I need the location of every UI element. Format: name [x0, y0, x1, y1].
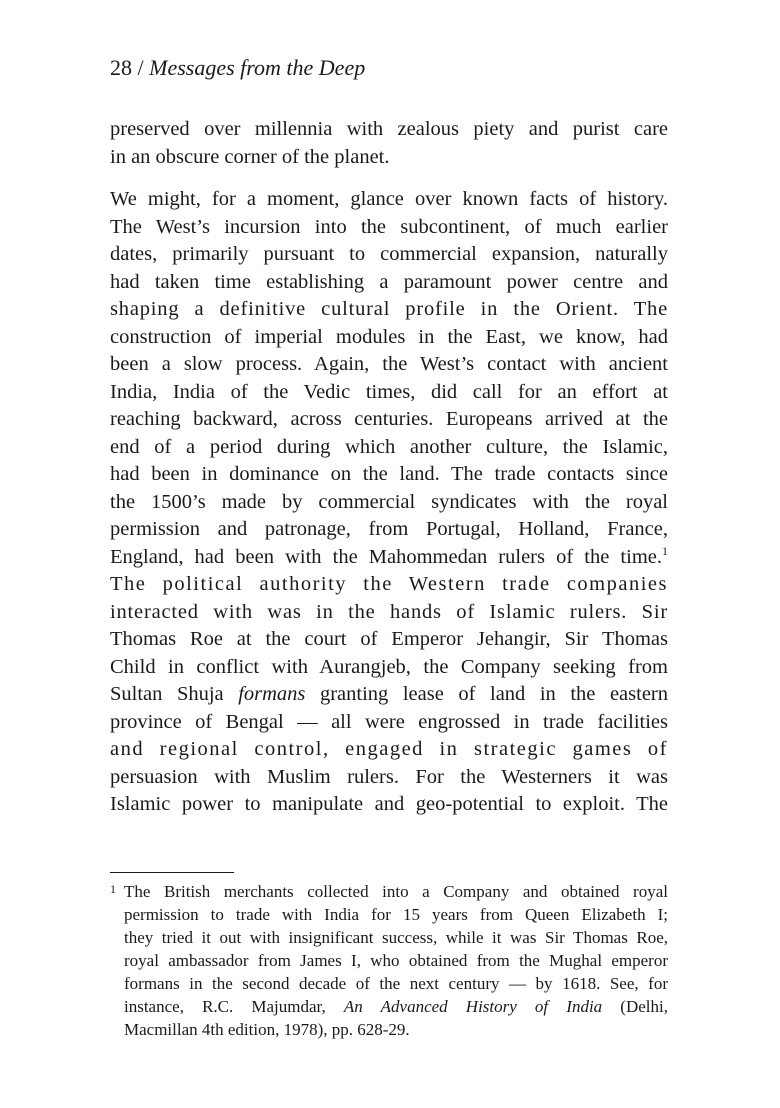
footnote-line: permission to trade with India for 15 years from Queen Elizabeth I; [124, 905, 668, 924]
text-line: permission and patronage, from Portugal, Holland, France, [110, 518, 668, 540]
text-line: and regional control, engaged in strategic games of [110, 738, 668, 760]
text-line: end of a period during which another culture, the Islamic, [110, 435, 668, 458]
text-line: India, India of the Vedic times, did call for an effort at [110, 380, 668, 403]
text-line-italic: Sultan Shuja formans granting lease of land in the eastern [110, 683, 668, 705]
text-line: interacted with was in the hands of Islamic rulers. Sir [110, 600, 668, 623]
text-line: in an obscure corner of the planet. [110, 145, 390, 168]
footnote-line: royal ambassador from James I, who obtained from the Mughal emperor [124, 951, 668, 970]
text-line: the 1500’s made by commercial syndicates with the royal [110, 490, 668, 513]
text-line: Islamic power to manipulate and geo-potential to exploit. The [110, 793, 668, 815]
text-line: preserved over millennia with zealous piety and purist care [110, 118, 668, 140]
paragraph-continuation [110, 116, 668, 171]
footnote-divider [110, 872, 234, 873]
page-number: 28 [110, 55, 132, 80]
text-line: province of Bengal — all were engrossed in trade facilities [110, 710, 668, 733]
footnote [110, 880, 668, 1041]
footnote-line: Macmillan 4th edition, 1978), pp. 628-29. [124, 1020, 410, 1039]
text-line: The political authority the Western trade companies [110, 573, 668, 595]
cited-book-title: An Advanced History of India [343, 997, 603, 1016]
text-line: had taken time establishing a paramount power centre and [110, 270, 668, 293]
text-line: We might, for a moment, glance over known facts of history. [110, 188, 668, 210]
text-line: construction of imperial modules in the East, we know, had [110, 325, 668, 348]
footnote-citation-line: instance, R.C. Majumdar, An Advanced History of India (Delhi, [124, 997, 668, 1016]
text-line: Thomas Roe at the court of Emperor Jehangir, Sir Thomas [110, 628, 668, 650]
footnote-line: they tried it out with insignificant success, while it was Sir Thomas Roe, [124, 928, 668, 947]
footnote-reference[interactable]: 1 [662, 543, 668, 558]
text-line: dates, primarily pursuant to commercial expansion, naturally [110, 243, 668, 265]
book-title: Messages from the Deep [149, 55, 366, 80]
text-line: reaching backward, across centuries. Europeans arrived at the [110, 408, 668, 430]
footnote-marker: 1 [110, 882, 116, 896]
footnote-line: The British merchants collected into a Company and obtained royal [124, 882, 668, 901]
text-line: been a slow process. Again, the West’s contact with ancient [110, 353, 668, 375]
text-line: The West’s incursion into the subcontinent, of much earlier [110, 215, 668, 238]
text-line: shaping a definitive cultural profile in the Orient. The [110, 298, 668, 320]
footnote-line: formans in the second decade of the next century — by 1618. See, for [124, 974, 668, 993]
text-line: Child in conflict with Aurangjeb, the Company seeking from [110, 655, 668, 678]
text-line-with-note [110, 544, 668, 572]
footnote-body [124, 880, 668, 1041]
running-header [110, 54, 365, 82]
paragraph-history [110, 186, 668, 819]
text-line: England, had been with the Mahommedan rulers of the time. [110, 545, 662, 568]
italic-term: formans [238, 683, 306, 705]
text-line: persuasion with Muslim rulers. For the Westerners it was [110, 765, 668, 788]
text-line: had been in dominance on the land. The trade contacts since [110, 463, 668, 485]
header-separator: / [132, 55, 150, 80]
